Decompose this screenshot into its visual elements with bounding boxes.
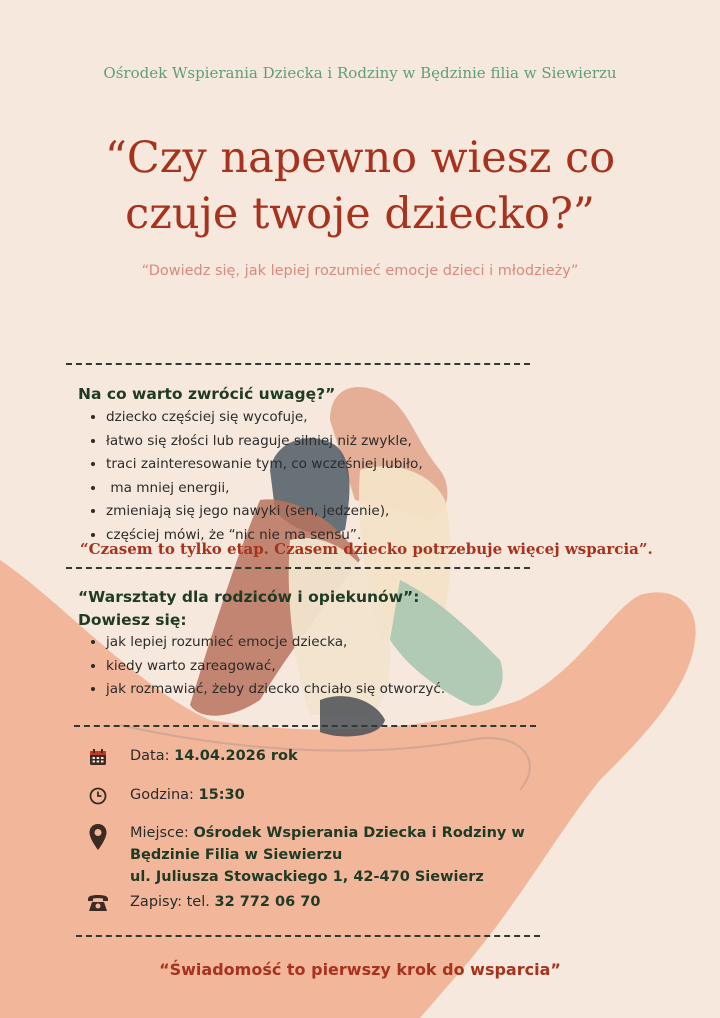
organization-name: Ośrodek Wspierania Dziecka i Rodziny w Będzinie filia w Siewierzu bbox=[103, 64, 617, 82]
calendar-icon bbox=[86, 745, 110, 769]
event-date-row bbox=[86, 745, 298, 769]
date-label: Data: bbox=[130, 748, 175, 764]
workshop-list-item: • jak rozmawiać, żeby dziecko chciało się otworzyć. bbox=[106, 678, 445, 702]
telephone-icon bbox=[86, 891, 110, 915]
title-line-1: “Czy napewno wiesz co bbox=[104, 133, 616, 183]
divider-4 bbox=[76, 935, 540, 937]
place-value-line-2: Będzinie Filia w Siewierzu bbox=[130, 847, 343, 863]
date-value: 14.04.2026 rok bbox=[174, 748, 298, 764]
closing-slogan: “Świadomość to pierwszy krok do wsparcia” bbox=[159, 960, 561, 979]
signup-phone: 32 772 06 70 bbox=[214, 894, 321, 910]
signs-list-item: • częściej mówi, że “nic nie ma sensu”. bbox=[106, 524, 423, 548]
signs-list-item: • łatwo się złości lub reaguje silniej niż zwykle, bbox=[106, 430, 423, 454]
signs-list-item: • ma mniej energii, bbox=[106, 477, 423, 501]
workshop-heading: “Warsztaty dla rodziców i opiekunów”: bbox=[78, 588, 420, 606]
divider-2 bbox=[66, 567, 530, 569]
clock-icon bbox=[86, 784, 110, 808]
signs-list-item: • traci zainteresowanie tym, co wcześniej lubiło, bbox=[106, 453, 423, 477]
signs-quote: “Czasem to tylko etap. Czasem dziecko potrzebuje więcej wsparcia”. bbox=[80, 540, 653, 558]
place-value-line-3: ul. Juliusza Stowackiego 1, 42-470 Siewierz bbox=[130, 869, 484, 885]
title-line-2: czuje twoje dziecko?” bbox=[125, 189, 595, 239]
place-label: Miejsce: bbox=[130, 825, 194, 841]
signs-list bbox=[84, 406, 423, 547]
event-signup-row bbox=[86, 891, 320, 915]
workshop-list-item: • jak lepiej rozumieć emocje dziecka, bbox=[106, 631, 445, 655]
divider-1 bbox=[66, 363, 530, 365]
time-value: 15:30 bbox=[198, 787, 245, 803]
workshop-list bbox=[84, 631, 445, 702]
signs-heading: Na co warto zwrócić uwagę?” bbox=[78, 385, 336, 403]
signup-label: Zapisy: tel. bbox=[130, 894, 215, 910]
place-value-line-1: Ośrodek Wspierania Dziecka i Rodziny w bbox=[193, 825, 525, 841]
signs-list-item: • zmieniają się jego nawyki (sen, jedzenie), bbox=[106, 500, 423, 524]
workshop-subheading: Dowiesz się: bbox=[78, 611, 187, 629]
workshop-list-item: • kiedy warto zareagować, bbox=[106, 655, 445, 679]
location-pin-icon bbox=[86, 822, 110, 852]
event-place-row bbox=[86, 822, 525, 888]
signs-list-item: • dziecko częściej się wycofuje, bbox=[106, 406, 423, 430]
page-title bbox=[0, 130, 720, 242]
time-label: Godzina: bbox=[130, 787, 199, 803]
event-time-row bbox=[86, 784, 245, 808]
page-subtitle: “Dowiedz się, jak lepiej rozumieć emocje dzieci i młodzieży” bbox=[141, 263, 579, 279]
divider-3 bbox=[74, 725, 536, 727]
